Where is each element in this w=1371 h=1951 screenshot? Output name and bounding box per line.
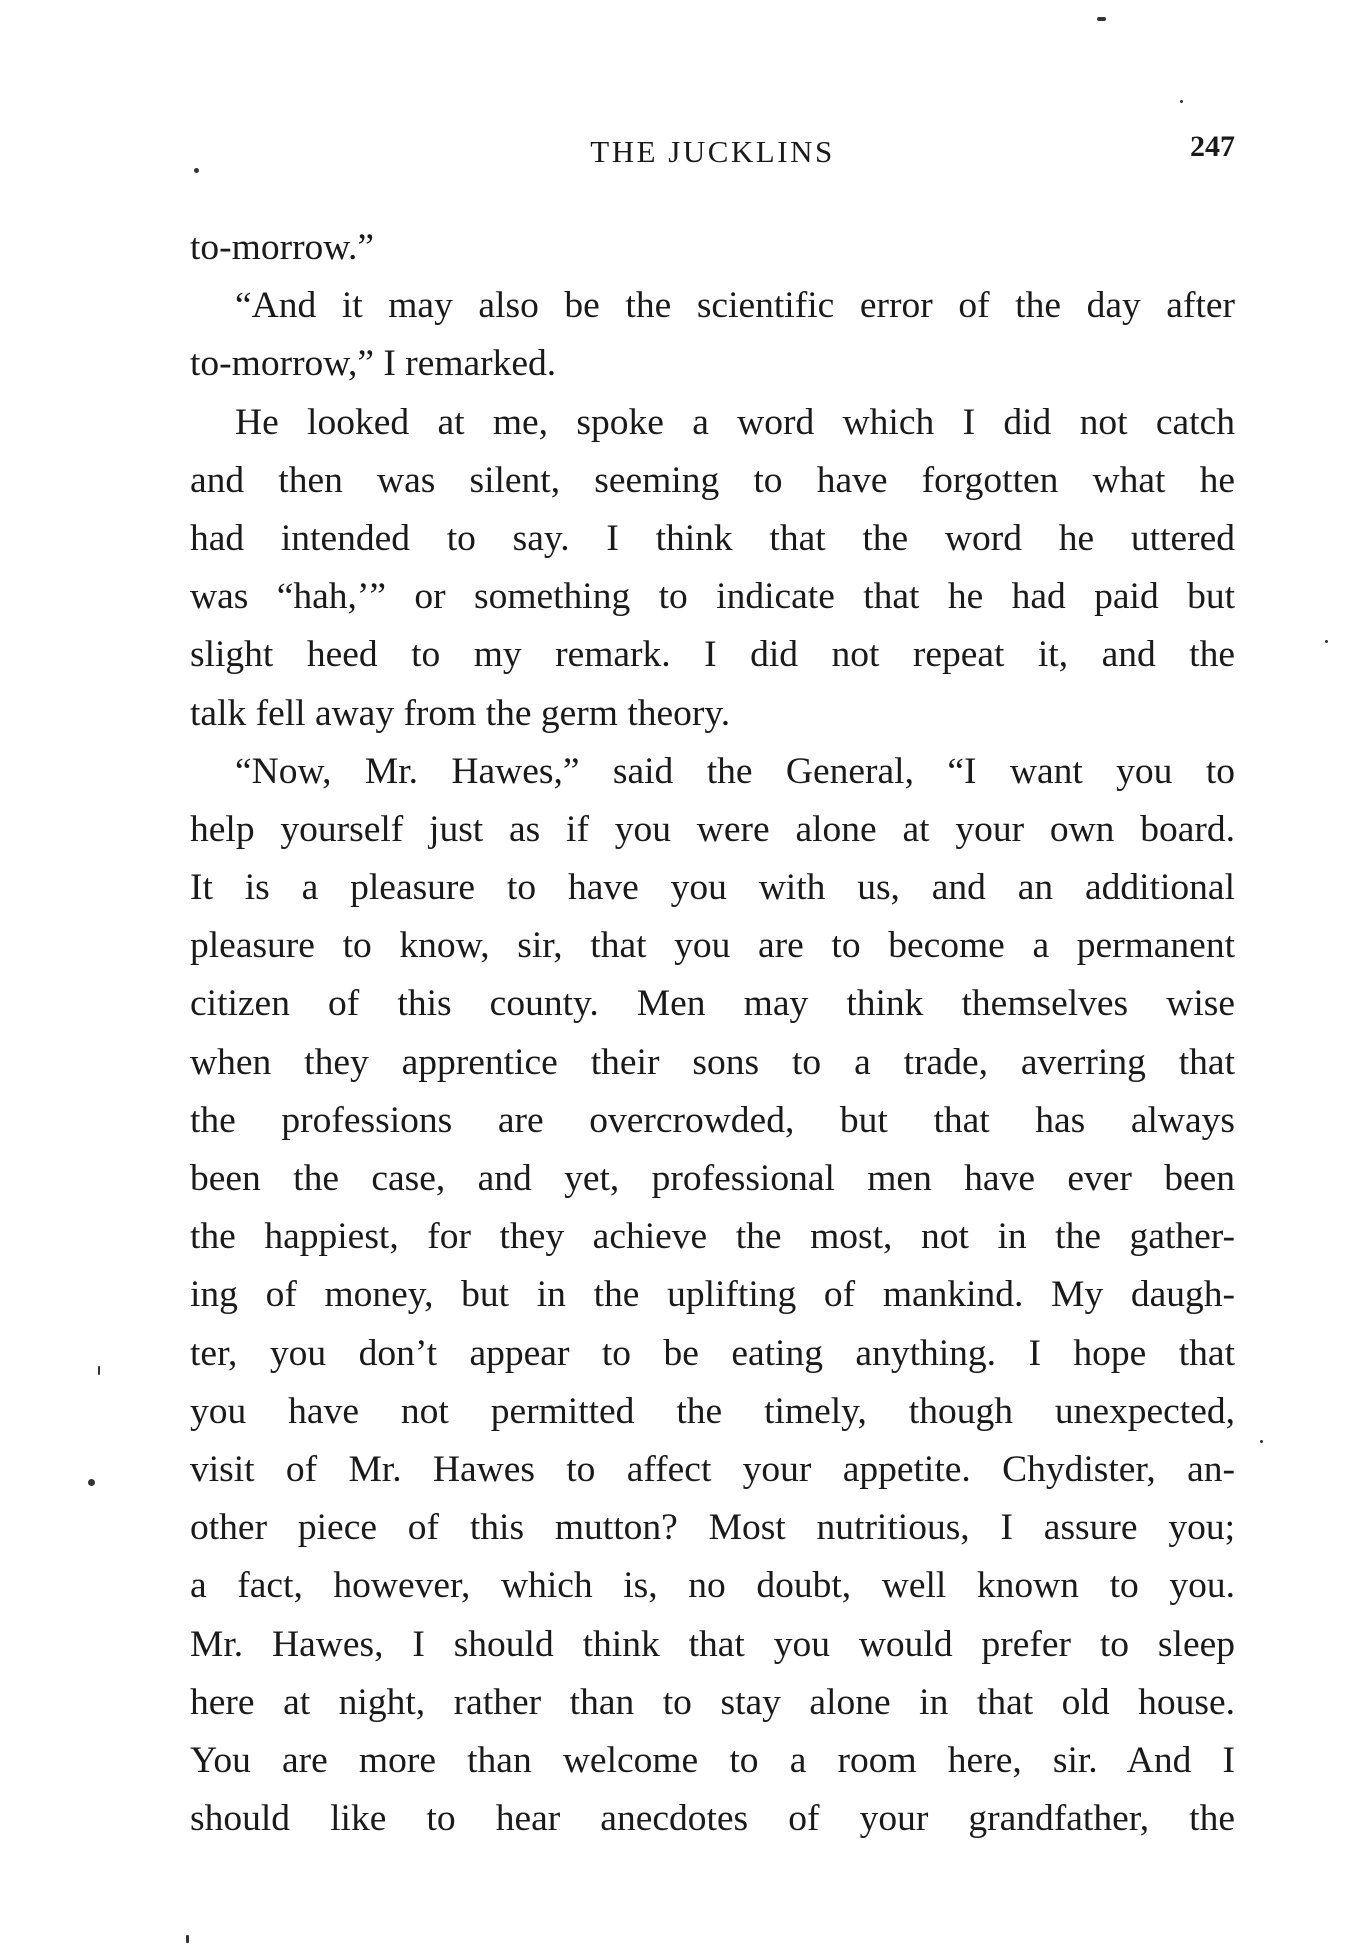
running-title: THE JUCKLINS <box>590 134 835 169</box>
text-line: talk fell away from the germ theory. <box>190 692 731 734</box>
text-line: here at night, rather than to stay alone in that old house. <box>190 1681 1235 1723</box>
text-line: the professions are overcrowded, but that has always <box>190 1099 1235 1141</box>
text-line: was “hah,’” or something to indicate that he had paid but <box>190 576 1235 618</box>
scan-speck <box>1260 1440 1263 1443</box>
text-line: You are more than welcome to a room here, sir. And I <box>190 1739 1235 1781</box>
text-line: to-morrow,” I remarked. <box>190 343 557 385</box>
text-line: and then was silent, seeming to have forgotten what he <box>190 459 1235 501</box>
scan-speck <box>186 1935 189 1943</box>
text-line: you have not permitted the timely, though unexpected, <box>190 1390 1235 1432</box>
text-line: slight heed to my remark. I did not repeat it, and the <box>190 634 1235 676</box>
text-line: other piece of this mutton? Most nutritious, I assure you; <box>190 1507 1235 1549</box>
text-line: when they apprentice their sons to a trade, averring that <box>190 1041 1235 1083</box>
scan-speck <box>194 168 199 173</box>
text-line: help yourself just as if you were alone at your own board. <box>190 808 1235 850</box>
running-header <box>190 130 1235 174</box>
text-line: Mr. Hawes, I should think that you would prefer to sleep <box>190 1623 1235 1665</box>
text-line: It is a pleasure to have you with us, and an additional <box>190 867 1235 909</box>
text-line: been the case, and yet, professional men have ever been <box>190 1158 1235 1199</box>
scan-speck <box>98 1366 100 1375</box>
text-line: the happiest, for they achieve the most, not in the gather- <box>190 1216 1235 1258</box>
text-line: “Now, Mr. Hawes,” said the General, “I want you to <box>235 750 1235 792</box>
scan-speck <box>1325 640 1328 643</box>
text-line: to-morrow.” <box>190 227 374 268</box>
text-line: ter, you don’t appear to be eating anything. I hope that <box>190 1332 1235 1374</box>
page-number: 247 <box>1190 130 1235 163</box>
text-line: visit of Mr. Hawes to affect your appetite. Chydister, an- <box>190 1448 1235 1490</box>
scan-speck <box>88 1479 95 1486</box>
text-line: had intended to say. I think that the word he uttered <box>190 517 1235 559</box>
text-line: pleasure to know, sir, that you are to become a permanent <box>190 925 1235 967</box>
text-line: should like to hear anecdotes of your grandfather, the <box>190 1798 1235 1840</box>
text-line: ing of money, but in the uplifting of mankind. My daugh- <box>190 1274 1235 1316</box>
body-text <box>190 219 1235 1848</box>
text-line: a fact, however, which is, no doubt, well known to you. <box>190 1565 1235 1607</box>
scan-speck <box>1097 17 1106 21</box>
text-line: He looked at me, spoke a word which I did not catch <box>235 401 1235 443</box>
text-line: “And it may also be the scientific error of the day after <box>235 285 1235 327</box>
text-line: citizen of this county. Men may think themselves wise <box>190 983 1235 1025</box>
scan-speck <box>1180 100 1183 103</box>
